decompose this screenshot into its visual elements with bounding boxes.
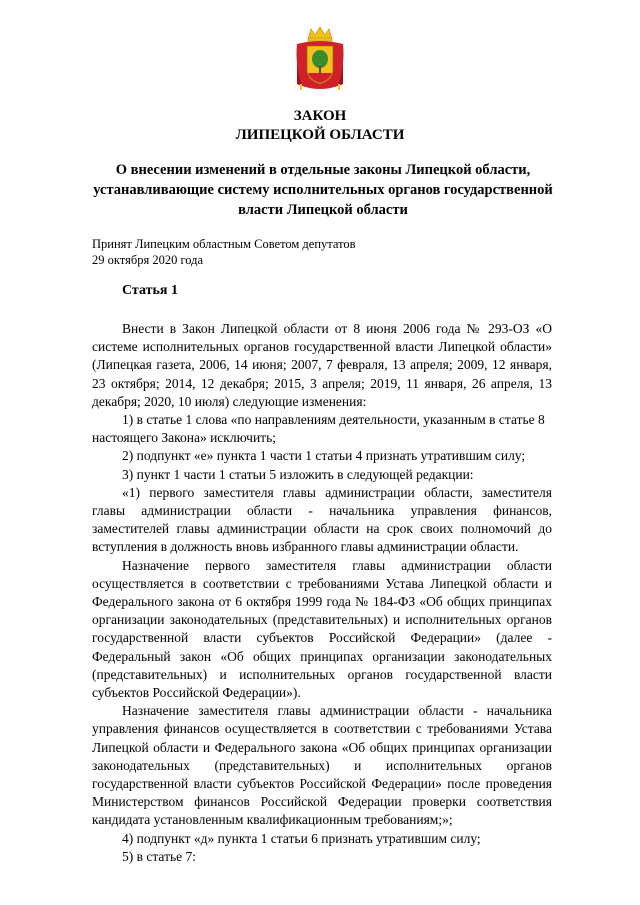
- list-item: 2) подпункт «е» пункта 1 части 1 статьи 4 признать утратившим силу;: [122, 448, 526, 464]
- law-subtitle: О внесении изменений в отдельные законы Липецкой области, устанавливающие систему исполнительных органов государственной власти Липецкой области: [93, 162, 553, 218]
- list-item: 3) пункт 1 части 1 статьи 5 изложить в следующей редакции:: [122, 466, 474, 482]
- adoption-info: [92, 236, 552, 268]
- list-item: 1) в статье 1 слова «по направлениям деятельности, указанным в статье 8 настоящего Закона» исключить;: [92, 412, 545, 446]
- adoption-date: 29 октября 2020 года: [92, 253, 204, 267]
- quoted-paragraph: Назначение первого заместителя главы администрации области осуществляется в соответствии с требованиями Устава Липецкой области и Федерального закона от 6 октября 1999 года № 184-ФЗ «Об общих принципах организации законодательных (представительных) и исполнительных органов государственной власти субъектов Российской Федерации» (далее - Федеральный закон «Об общих принципах организации законодательных (представительных) и исполнительных органов государственной власти субъектов Российской Федерации»).: [92, 557, 552, 701]
- coat-of-arms-icon: [294, 26, 346, 92]
- law-region: ЛИПЕЦКОЙ ОБЛАСТИ: [235, 127, 405, 143]
- article-intro: Внести в Закон Липецкой области от 8 июня 2006 года № 293-ОЗ «О системе исполнительных органов государственной власти Липецкой области» (Липецкая газета, 2006, 14 июня; 2007, 7 февраля, 13 апреля; 2009, 12 января, 23 октября; 2014, 12 декабря; 2015, 3 апреля; 2019, 11 января, 26 апреля, 13 декабря; 2020, 10 июля) следующие изменения:: [92, 321, 552, 409]
- list-item: 4) подпункт «д» пункта 1 статьи 6 признать утратившим силу;: [122, 830, 481, 846]
- article-heading: Статья 1: [122, 283, 178, 298]
- quoted-paragraph: «1) первого заместителя главы администрации области, заместителя главы администрации области - начальника управления финансов, заместителей главы администрации области на срок своих полномочий до вступления в должность вновь избранного главы администрации области.: [92, 484, 552, 555]
- article-body: [92, 320, 552, 866]
- law-title: ЗАКОН: [293, 108, 347, 124]
- quoted-paragraph: Назначение заместителя главы администрации области - начальника управления финансов осуществляется в соответствии с требованиями Устава Липецкой области и Федерального закона «Об общих принципах организации законодательных (представительных) и исполнительных органов государственной власти субъектов Российской Федерации» после проведения Министерством финансов Российской Федерации проверки соответствия кандидата установленным квалификационным требованиям;»;: [92, 703, 552, 828]
- list-item: 5) в статье 7:: [122, 848, 196, 864]
- adoption-line-1: Принят Липецким областным Советом депутатов: [92, 237, 356, 251]
